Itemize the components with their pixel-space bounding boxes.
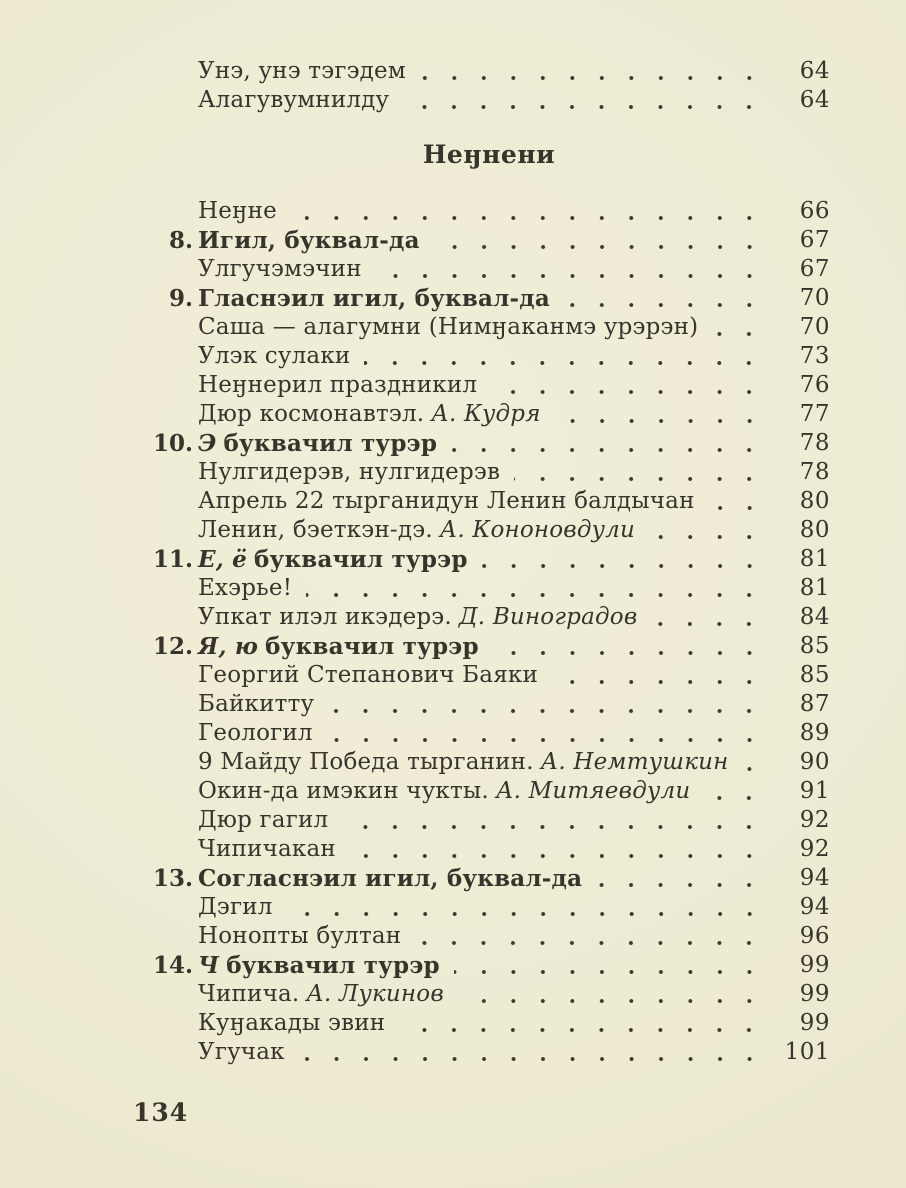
entry-page-number: 81 [799, 575, 830, 601]
dot-leader [743, 748, 772, 777]
entry-title [198, 458, 500, 487]
entry-page-number: 70 [799, 285, 830, 311]
entry-title [198, 748, 729, 777]
entry-title-text: буквачил турэр [226, 952, 440, 979]
entry-page-number: 70 [799, 314, 830, 340]
dot-leader [552, 661, 772, 690]
toc-entry-row [148, 835, 830, 864]
entry-title [198, 545, 468, 574]
entry-number [148, 777, 198, 806]
toc-entry-row [148, 632, 830, 661]
entry-title [198, 1038, 285, 1067]
entry-page-number: 94 [799, 894, 830, 920]
toc-entry-row [148, 980, 830, 1009]
entry-number [148, 574, 198, 603]
entry-title [198, 86, 389, 115]
entry-title [198, 864, 582, 893]
entry-page-number: 84 [799, 604, 830, 630]
entry-title [198, 719, 313, 748]
toc-entry-row [148, 545, 830, 574]
entry-title [198, 429, 437, 458]
entry-number [148, 313, 198, 342]
entry-page-number: 67 [799, 256, 830, 282]
dot-leader [306, 574, 772, 603]
toc-entry-row [148, 893, 830, 922]
entry-number [148, 806, 198, 835]
entry-title-text: Нонопты бултан [198, 923, 402, 949]
dot-leader [420, 57, 772, 86]
toc-entry-row [148, 574, 830, 603]
entry-title-text: Чипичакан [198, 836, 336, 862]
entry-title [198, 980, 444, 1009]
entry-number [148, 57, 198, 86]
entry-page-number: 101 [784, 1039, 830, 1065]
entry-author: А. Кудря [431, 401, 541, 427]
entry-number [148, 197, 198, 226]
entry-page-number: 85 [799, 662, 830, 688]
entry-title [198, 284, 550, 313]
entry-title [198, 57, 406, 86]
entry-number [148, 661, 198, 690]
entry-number [148, 1009, 198, 1038]
toc-entry-row [148, 864, 830, 893]
entry-number [148, 603, 198, 632]
entry-author: А. Кононовдули [439, 517, 636, 543]
entry-title-text: Согласнэил игил, буквал-да [198, 865, 583, 892]
toc-entry-row [148, 458, 830, 487]
entry-title-italic-letters: Е, ё [198, 546, 247, 573]
toc-entry-row [148, 1009, 830, 1038]
dot-leader [458, 980, 772, 1009]
entry-title [198, 226, 420, 255]
entry-number [148, 255, 198, 284]
entry-number [148, 748, 198, 777]
entry-page-number: 73 [799, 343, 830, 369]
entry-number [148, 922, 198, 951]
entry-page-number: 99 [799, 952, 830, 978]
dot-leader [704, 777, 772, 806]
entry-title-text: Геологил [198, 720, 313, 746]
toc-entry-row [148, 226, 830, 255]
dot-leader [291, 197, 772, 226]
entry-title [198, 342, 350, 371]
entry-title [198, 400, 541, 429]
toc-entry-row [148, 951, 830, 980]
dot-leader [299, 1038, 772, 1067]
entry-title-text: Окин-да имэкин чукты. [198, 778, 489, 804]
entry-page-number: 80 [799, 488, 830, 514]
entry-title-text: Алагувумнилду [198, 87, 390, 113]
toc-entry-row [148, 313, 830, 342]
toc-entry-row [148, 1038, 830, 1067]
dot-leader [403, 86, 772, 115]
entry-title-text: Игил, буквал-да [198, 227, 420, 254]
entry-title-text: Неӈне [198, 198, 277, 224]
entry-title-text: буквачил турэр [253, 546, 468, 573]
entry-title [198, 1009, 385, 1038]
dot-leader [649, 516, 772, 545]
dot-leader [350, 835, 772, 864]
toc-entry-row [148, 371, 830, 400]
toc-entry-row [148, 86, 830, 115]
entry-number [148, 371, 198, 400]
entry-title [198, 313, 698, 342]
entry-number [148, 980, 198, 1009]
entry-page-number: 80 [799, 517, 830, 543]
section-heading: Неӈнени [422, 140, 556, 169]
entry-title-italic-letters: Я, ю [198, 633, 259, 660]
toc-entry-row [148, 57, 830, 86]
entry-number [148, 458, 198, 487]
dot-leader [287, 893, 772, 922]
toc-entry-row [148, 719, 830, 748]
dot-leader [434, 226, 772, 255]
entry-number: 9. [168, 285, 193, 312]
entry-title-text: Улгучэмэчин [198, 256, 362, 282]
entry-author: А. Митяевдули [495, 778, 691, 804]
dot-leader [709, 487, 772, 516]
entry-title [198, 632, 479, 661]
entry-title-text: Апрель 22 тырганидун Ленин балдычан [198, 488, 695, 514]
entry-title [198, 690, 314, 719]
dot-leader [364, 342, 772, 371]
entry-title [198, 806, 328, 835]
dot-leader [415, 922, 772, 951]
entry-title-text: Дэгил [198, 894, 273, 920]
entry-page-number: 99 [799, 1010, 830, 1036]
entry-title [198, 922, 401, 951]
entry-page-number: 66 [799, 198, 830, 224]
entry-page-number: 99 [799, 981, 830, 1007]
toc-entry-row [148, 400, 830, 429]
toc-entry-row [148, 284, 830, 313]
entry-number: 10. [152, 430, 193, 457]
entry-title-text: Дюр гагил [198, 807, 329, 833]
toc-content [148, 57, 830, 1067]
entry-author: А. Немтушкин [540, 749, 729, 775]
dot-leader [493, 632, 772, 661]
toc-entry-row [148, 661, 830, 690]
dot-leader [454, 951, 772, 980]
entry-number [148, 690, 198, 719]
entry-title [198, 603, 637, 632]
entry-title-text: Чипича. [198, 981, 300, 1007]
entry-title-italic-letters: Ч [198, 952, 220, 979]
entry-title-text: Георгий Степанович Баяки [198, 662, 539, 688]
entry-number [148, 516, 198, 545]
entry-author: А. Лукинов [306, 981, 444, 1007]
entry-author: Д. Виноградов [458, 604, 638, 630]
entry-title [198, 516, 635, 545]
entry-title [198, 487, 695, 516]
toc-entry-row [148, 487, 830, 516]
toc-entry-row [148, 603, 830, 632]
entry-title-text: Улэк сулаки [198, 343, 351, 369]
toc-entry-row [148, 255, 830, 284]
dot-leader [555, 400, 772, 429]
entry-page-number: 78 [799, 430, 830, 456]
toc-entry-row [148, 516, 830, 545]
entry-title-text: Неӈнерил праздникил [198, 372, 478, 398]
entry-page-number: 92 [799, 836, 830, 862]
entry-page-number: 64 [799, 58, 830, 84]
entry-title-text: Ехэрье! [198, 575, 293, 601]
entry-title [198, 835, 336, 864]
entry-number: 14. [152, 952, 193, 979]
entry-number [148, 487, 198, 516]
entry-page-number: 92 [799, 807, 830, 833]
entry-title-text: 9 Майду Победа тырганин. [198, 749, 534, 775]
toc-entry-row [148, 197, 830, 226]
entry-title-text: Ленин, бэеткэн-дэ. [198, 517, 433, 543]
toc-entry-row [148, 922, 830, 951]
toc-entries [148, 197, 830, 1067]
entry-number [148, 1038, 198, 1067]
dot-leader [376, 255, 772, 284]
entry-number [148, 342, 198, 371]
entry-page-number: 85 [799, 633, 830, 659]
entry-page-number: 64 [799, 87, 830, 113]
entry-title [198, 777, 690, 806]
dot-leader [514, 458, 772, 487]
entry-title-text: Саша — алагумни (Нимӈаканмэ урэрэн) [198, 314, 699, 340]
dot-leader [328, 690, 772, 719]
dot-leader [712, 313, 772, 342]
entry-page-number: 81 [799, 546, 830, 572]
entry-page-number: 91 [799, 778, 830, 804]
entry-page-number: 96 [799, 923, 830, 949]
toc-entry-row [148, 748, 830, 777]
entry-title-text: Гласнэил игил, буквал-да [198, 285, 550, 312]
toc-entry-row [148, 342, 830, 371]
entry-title [198, 661, 538, 690]
entry-number: 13. [152, 865, 193, 892]
entry-page-number: 90 [799, 749, 830, 775]
entry-title [198, 893, 273, 922]
entry-page-number: 87 [799, 691, 830, 717]
toc-entry-row [148, 429, 830, 458]
page-number: 134 [133, 1098, 189, 1127]
entry-number: 8. [168, 227, 193, 254]
dot-leader [451, 429, 772, 458]
dot-leader [596, 864, 772, 893]
dot-leader [399, 1009, 772, 1038]
entry-title [198, 574, 292, 603]
entry-page-number: 78 [799, 459, 830, 485]
entry-page-number: 94 [799, 865, 830, 891]
toc-entry-row [148, 806, 830, 835]
entry-number [148, 86, 198, 115]
dot-leader [564, 284, 772, 313]
entry-title-text: Куӈакады эвин [198, 1010, 386, 1036]
entry-number: 11. [152, 546, 193, 573]
entry-page-number: 89 [799, 720, 830, 746]
entry-title [198, 951, 440, 980]
entry-title [198, 255, 362, 284]
entry-page-number: 77 [799, 401, 830, 427]
entry-number [148, 719, 198, 748]
entry-title-text: Байкитту [198, 691, 315, 717]
entry-number [148, 400, 198, 429]
dot-leader [491, 371, 772, 400]
entry-title-text: буквачил турэр [265, 633, 479, 660]
dot-leader [327, 719, 772, 748]
toc-entry-row [148, 777, 830, 806]
entry-number [148, 893, 198, 922]
entry-page-number: 76 [799, 372, 830, 398]
entry-page-number: 67 [799, 227, 830, 253]
toc-pre-entries [148, 57, 830, 115]
toc-entry-row [148, 690, 830, 719]
entry-title-text: буквачил турэр [223, 430, 438, 457]
entry-title-text: Нулгидерэв, нулгидерэв [198, 459, 501, 485]
entry-title-text: Дюр космонавтэл. [198, 401, 425, 427]
entry-title-text: Упкат илэл икэдерэ. [198, 604, 452, 630]
entry-number: 12. [152, 633, 193, 660]
entry-title-italic-letters: Э [198, 430, 217, 457]
entry-title [198, 371, 477, 400]
entry-number [148, 835, 198, 864]
entry-title-text: Угучак [198, 1039, 285, 1065]
dot-leader [342, 806, 772, 835]
entry-title-text: Унэ, унэ тэгэдем [198, 58, 406, 84]
dot-leader [482, 545, 772, 574]
entry-title [198, 197, 277, 226]
dot-leader [651, 603, 772, 632]
